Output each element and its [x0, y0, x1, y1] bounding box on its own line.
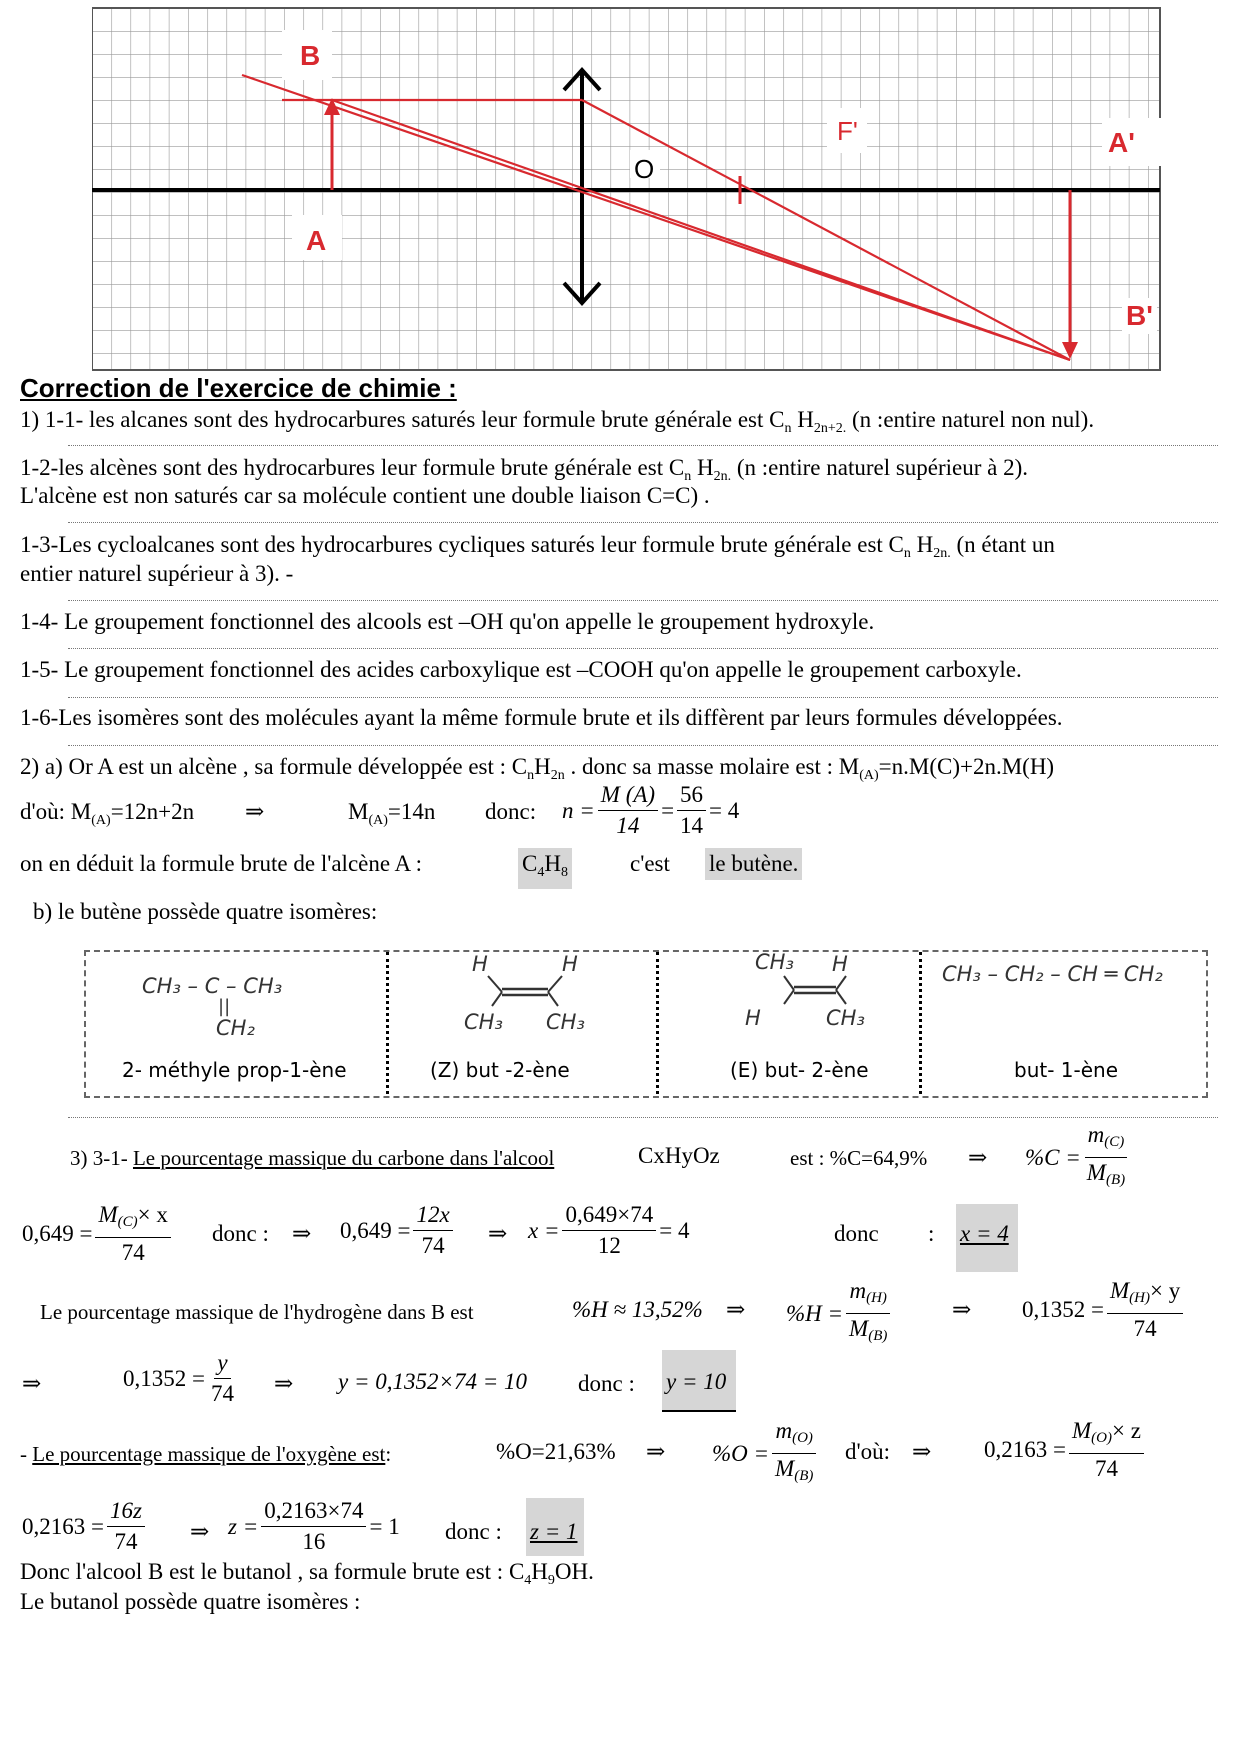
- cest-label: c'est: [630, 851, 670, 876]
- pct-O: %O=21,63%: [496, 1439, 616, 1464]
- implies-arrow: ⇒: [245, 799, 265, 824]
- iso1-top: CH₃ – C – CH₃: [142, 974, 283, 998]
- oxygen-text: - Le pourcentage massique de l'oxygène est:: [20, 1442, 392, 1466]
- oxygen-eq: 0,2163 = $\frac{M(O)\times z}{74}$: [984, 1416, 1147, 1484]
- z-eq-2: z = $\frac{0,2163\times 74}{16}$ = 1: [228, 1498, 400, 1554]
- iso3-h2: H: [745, 1006, 761, 1030]
- pct-O-formula: %O = $\frac{m(O)}{M(B)}$: [712, 1416, 819, 1491]
- y-donc: donc :: [578, 1371, 635, 1396]
- implies-arrow: ⇒: [22, 1371, 42, 1396]
- final-line-1: Donc l'alcool B est le butanol , sa formule brute est : $C_4H_9OH$.: [20, 1559, 594, 1588]
- y-eq-1: 0,1352 = $\frac{y}{74}$: [123, 1350, 234, 1406]
- label-O: O: [634, 154, 655, 184]
- iso1-bot: CH₂: [216, 1016, 255, 1040]
- implies-arrow: ⇒: [912, 1439, 932, 1464]
- label-A-prime: A': [1108, 127, 1135, 158]
- butene-answer: le butène.: [705, 848, 802, 880]
- carbon-colon: :: [928, 1221, 935, 1246]
- n-equation: n = $\frac{M (A)}{14}$ = $\frac{56}{14}$ = 4: [562, 782, 740, 838]
- iso3-name: (E) but- 2-ène: [730, 1058, 869, 1082]
- label-A: A: [306, 225, 327, 256]
- iso4-formula: CH₃ – CH₂ – CH ═ CH₂: [942, 962, 1163, 986]
- q3-intro: 3) 3-1- Le pourcentage massique du carbone dans l'alcool: [70, 1146, 555, 1170]
- iso3-double-bond: [770, 970, 870, 1010]
- iso1-bond: ||: [218, 996, 231, 1017]
- hydrogen-eq: 0,1352 = $\frac{M(H)\times y}{74}$: [1022, 1276, 1186, 1344]
- iso2-h2: H: [562, 952, 578, 976]
- molar-mass-14n: $M_{(A)}=14n$: [348, 799, 436, 828]
- pct-C-formula: %C = $\frac{m(C)}{M(B)}$: [1025, 1120, 1131, 1195]
- iso2-name: (Z) but -2-ène: [430, 1058, 570, 1082]
- q1-3b-line: entier naturel supérieur à 3). -: [20, 561, 294, 586]
- pct-H-formula: %H = $\frac{m(H)}{M(B)}$: [786, 1276, 893, 1351]
- carbon-donc-2: donc: [834, 1221, 879, 1246]
- implies-arrow: ⇒: [274, 1371, 294, 1396]
- implies-arrow: ⇒: [646, 1439, 666, 1464]
- iso4-name: but- 1-ène: [1014, 1058, 1119, 1082]
- iso2-h1: H: [472, 952, 488, 976]
- label-F-prime: F': [837, 116, 858, 146]
- q1-4-line: 1-4- Le groupement fonctionnel des alcools est –OH qu'on appelle le groupement hydroxyle.: [20, 609, 875, 634]
- implies-arrow: ⇒: [726, 1297, 746, 1322]
- label-B: B: [300, 40, 321, 71]
- q1-6-line: 1-6-Les isomères sont des molécules ayant la même formule brute et ils diffèrent par leurs formules développées.: [20, 705, 1063, 730]
- implies-arrow: ⇒: [292, 1221, 312, 1246]
- iso3-c1: CH₃: [755, 950, 794, 974]
- label-B-prime: B': [1122, 298, 1157, 334]
- z-donc: donc :: [445, 1519, 502, 1544]
- carbon-eq-2: 0,649 = $\frac{12x}{74}$: [340, 1200, 456, 1261]
- carbon-donc: donc :: [212, 1221, 269, 1246]
- q1-2b-line: L'alcène est non saturés car sa molécule contient une double liaison C=C) .: [20, 483, 710, 508]
- hydrogen-text: Le pourcentage massique de l'hydrogène dans B est: [40, 1300, 474, 1324]
- q2-dou-line: d'où: $M_{(A)}=12n+2n$: [20, 799, 195, 828]
- iso3-h1: H: [832, 952, 848, 976]
- y-calc: y = 0,1352×74 = 10: [338, 1369, 528, 1394]
- q1-2-line: 1-2-les alcènes sont des hydrocarbures leur formule brute générale est $C_n$ $H_{2n.}$ (n :entire naturel supérieur à 2).: [20, 455, 1029, 484]
- q2b-line: b) le butène possède quatre isomères:: [33, 899, 378, 924]
- z-eq-1: 0,2163 = $\frac{16z}{74}$: [22, 1496, 148, 1557]
- donc-label: donc:: [485, 799, 537, 824]
- y-result: y = 10: [666, 1369, 727, 1394]
- implies-arrow: ⇒: [968, 1145, 988, 1170]
- formula-C4H8: $C_4H_8$: [518, 848, 572, 889]
- implies-arrow: ⇒: [190, 1519, 210, 1544]
- iso2-c2: CH₃: [546, 1010, 585, 1034]
- lens-ray-diagram: [92, 0, 1162, 372]
- oxygen-dou: d'où:: [845, 1439, 891, 1464]
- q1-5-line: 1-5- Le groupement fonctionnel des acides carboxylique est –COOH qu'on appelle le groupement carboxyle.: [20, 657, 1022, 682]
- implies-arrow: ⇒: [952, 1297, 972, 1322]
- z-result: z = 1: [530, 1519, 578, 1544]
- final-line-2: Le butanol possède quatre isomères :: [20, 1589, 361, 1614]
- q3-formula: CxHyOz: [638, 1143, 720, 1168]
- implies-arrow: ⇒: [488, 1221, 508, 1246]
- q2a-line: 2) a) Or A est un alcène , sa formule développée est : $C_nH_{2n}$ . donc sa masse molaire est : $M_{(A)}=n.M(C)+2n.M(H)$: [20, 754, 1055, 783]
- x-result: x = 4: [960, 1221, 1009, 1246]
- carbon-eq-1: 0,649 = $\frac{M(C)\times x}{74}$: [22, 1200, 174, 1268]
- pct-H: %H ≈ 13,52%: [572, 1297, 703, 1322]
- iso1-name: 2- méthyle prop-1-ène: [122, 1058, 347, 1082]
- iso2-double-bond: [480, 970, 580, 1010]
- carbon-eq-3: x = $\frac{0,649\times 74}{12}$ = 4: [528, 1202, 690, 1258]
- iso3-c2: CH₃: [826, 1006, 865, 1030]
- on-deduit-line: on en déduit la formule brute de l'alcène A :: [20, 851, 423, 876]
- page-title: Correction de l'exercice de chimie :: [20, 373, 457, 403]
- q1-3-line: 1-3-Les cycloalcanes sont des hydrocarbures cycliques saturés leur formule brute générale est $C_n$ $H_{2n.}$ (n étant un: [20, 532, 1055, 561]
- q3-pct-C: est : %C=64,9%: [790, 1146, 928, 1170]
- q1-1-line: 1) 1-1- les alcanes sont des hydrocarbures saturés leur formule brute générale est $C_n$ $H_{2n+2.}$ (n :entire naturel non nul).: [20, 407, 1095, 436]
- iso2-c1: CH₃: [464, 1010, 503, 1034]
